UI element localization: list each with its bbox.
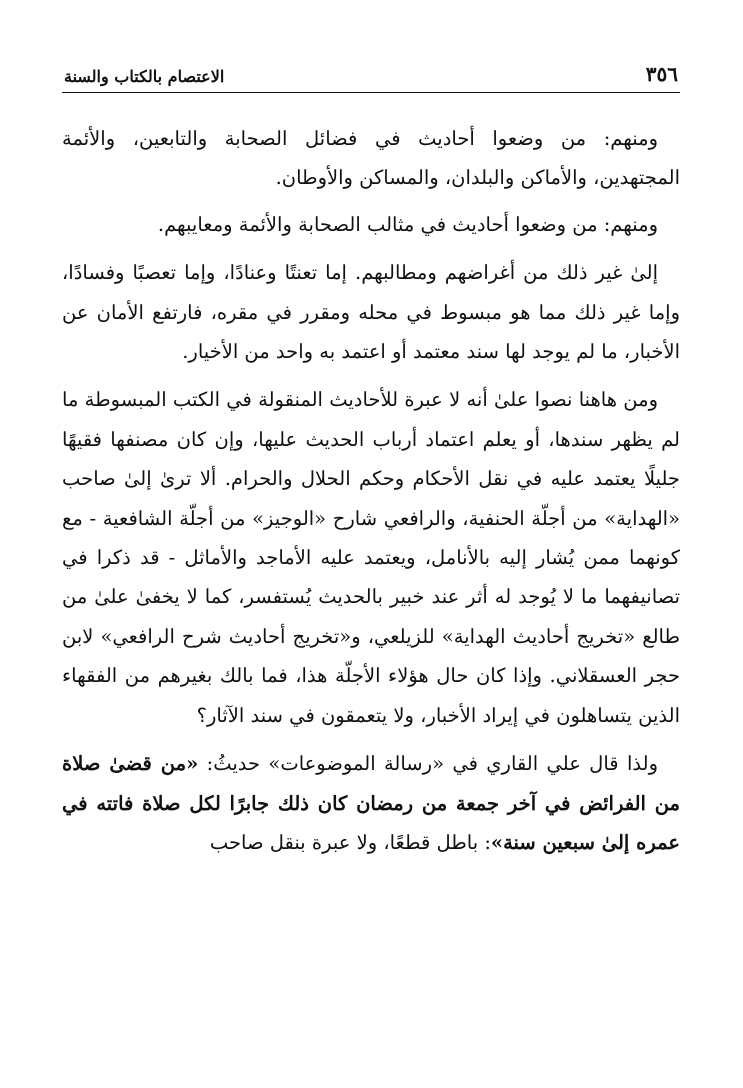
page-body <box>62 119 680 862</box>
paragraph-5-intro: ولذا قال علي القاري في «رسالة الموضوعات» حديثُ: <box>198 752 658 776</box>
page-number: ٣٥٦ <box>645 62 678 86</box>
paragraph-4: ومن هاهنا نصوا علىٰ أنه لا عبرة للأحاديث المنقولة في الكتب المبسوطة ما لم يظهر سندها، أو يعلم اعتماد أرباب الحديث عليها، وإن كان مصنفها فقيهًا جليلًا يعتمد عليه في نقل الأحكام وحكم الحلال والحرام. ألا ترىٰ إلىٰ صاحب «الهداية» من أجلّة الحنفية، والرافعي شارح «الوجيز» من أجلّة الشافعية - مع كونهما ممن يُشار إليه بالأنامل، ويعتمد عليه الأماجد والأماثل - قد ذكرا في تصانيفهما ما لا يُوجد له أثر عند خبير بالحديث يُستفسر، كما لا يخفىٰ علىٰ من طالع «تخريج أحاديث الهداية» للزيلعي، و«تخريج أحاديث شرح الرافعي» لابن حجر العسقلاني. وإذا كان حال هؤلاء الأجلّة هذا، فما بالك بغيرهم من الفقهاء الذين يتساهلون في إيراد الأخبار، ولا يتعمقون في سند الآثار؟ <box>62 388 680 727</box>
hadith-quote: «من قضىٰ صلاة من الفرائض في آخر جمعة من رمضان كان ذلك جابرًا لكل صلاة فاتته في عمره إلىٰ سبعين سنة» <box>62 752 680 854</box>
paragraph-5-tail: : باطل قطعًا، ولا عبرة بنقل صاحب <box>209 830 491 854</box>
paragraph-1: ومنهم: من وضعوا أحاديث في فضائل الصحابة والتابعين، والأئمة المجتهدين، والأماكن والبلدان، والمساكن والأوطان. <box>62 127 680 190</box>
paragraph-5 <box>62 744 680 862</box>
running-header <box>62 58 680 90</box>
header-rule <box>62 92 680 93</box>
paragraph-2: ومنهم: من وضعوا أحاديث في مثالب الصحابة والأئمة ومعايبهم. <box>157 212 658 236</box>
paragraph-3: إلىٰ غير ذلك من أغراضهم ومطالبهم. إما تعنتًا وعنادًا، وإما تعصبًا وفسادًا، وإما غير ذلك مما هو مبسوط في محله ومقرر في مقره، فارتفع الأمان عن الأخبار، ما لم يوجد لها سند معتمد أو اعتمد به واحد من الأخيار. <box>62 261 680 364</box>
book-page <box>62 58 680 871</box>
running-title: الاعتصام بالكتاب والسنة <box>64 67 225 86</box>
